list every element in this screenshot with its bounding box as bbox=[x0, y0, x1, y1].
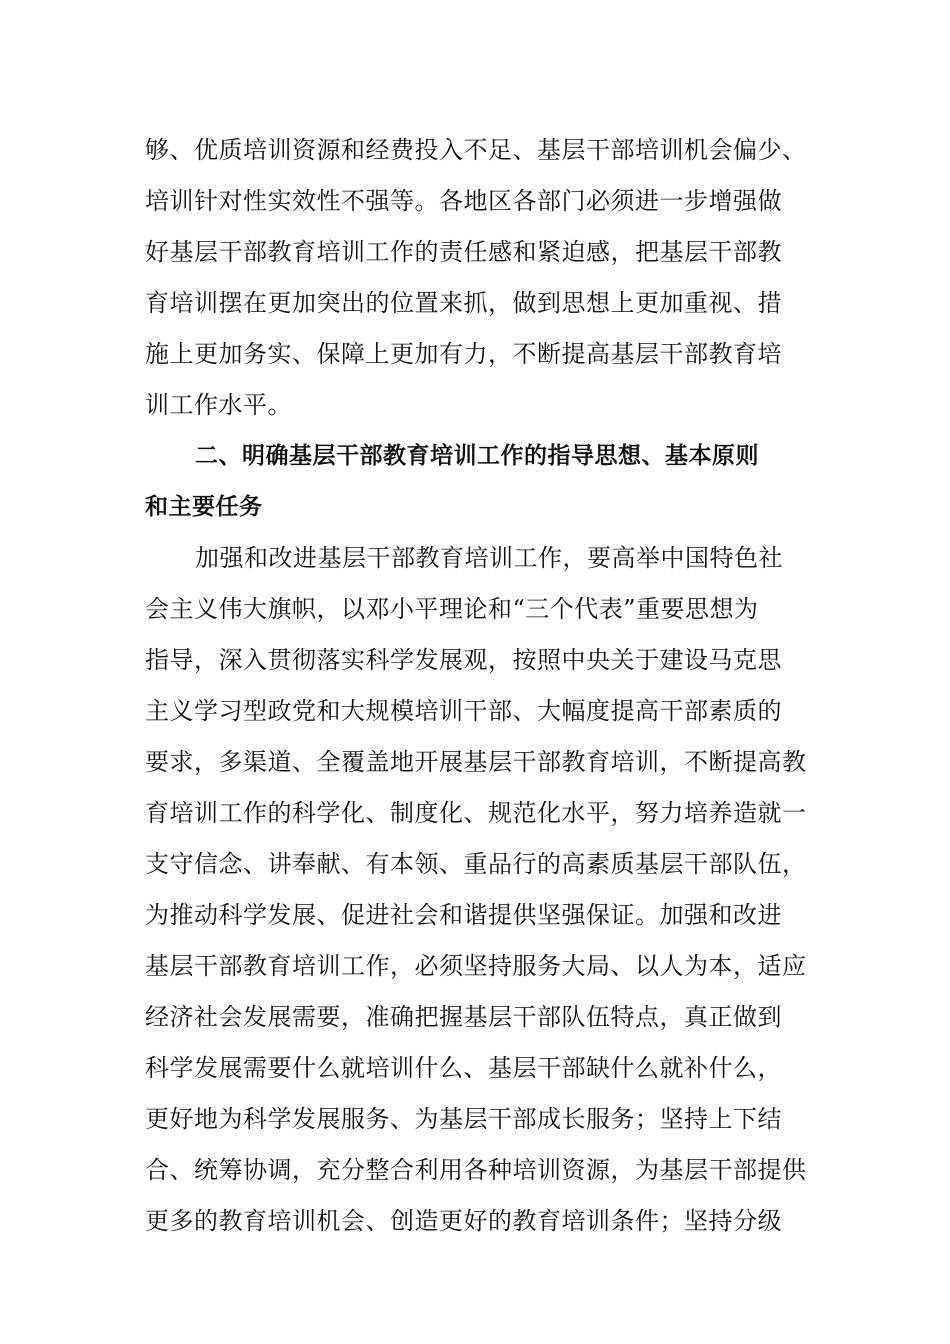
text-line: 好基层干部教育培训工作的责任感和紧迫感，把基层干部教 bbox=[145, 238, 782, 266]
text-line: 基层干部教育培训工作，必须坚持服务大局、以人为本，适应 bbox=[145, 952, 807, 980]
text-line: 培训针对性实效性不强等。各地区各部门必须进一步增强做 bbox=[145, 187, 782, 215]
document-page bbox=[145, 125, 807, 1247]
text-line: 支守信念、讲奉献、有本领、重品行的高素质基层干部队伍， bbox=[145, 850, 807, 878]
text-line: 要求，多渠道、全覆盖地开展基层干部教育培训，不断提高教 bbox=[145, 748, 807, 776]
text-line: 会主义伟大旗帜，以邓小平理论和“三个代表”重要思想为 bbox=[145, 595, 759, 623]
text-line: 主义学习型政党和大规模培训干部、大幅度提高干部素质的 bbox=[145, 697, 782, 725]
text-line: 训工作水平。 bbox=[145, 391, 292, 419]
text-line: 为推动科学发展、促进社会和谐提供坚强保证。加强和改进 bbox=[145, 901, 782, 929]
text-line: 育培训工作的科学化、制度化、规范化水平，努力培养造就一 bbox=[145, 799, 807, 827]
text-line: 更好地为科学发展服务、为基层干部成长服务；坚持上下结 bbox=[145, 1105, 782, 1133]
text-line: 更多的教育培训机会、创造更好的教育培训条件；坚持分级 bbox=[145, 1207, 782, 1235]
text-line: 经济社会发展需要，准确把握基层干部队伍特点，真正做到 bbox=[145, 1003, 782, 1031]
paragraph-first-line: 加强和改进基层干部教育培训工作，要高举中国特色社 bbox=[195, 544, 783, 572]
section-heading-continued: 和主要任务 bbox=[145, 494, 263, 520]
text-line: 施上更加务实、保障上更加有力，不断提高基层干部教育培 bbox=[145, 340, 782, 368]
text-line: 育培训摆在更加突出的位置来抓，做到思想上更加重视、措 bbox=[145, 289, 782, 317]
text-line: 够、优质培训资源和经费投入不足、基层干部培训机会偏少、 bbox=[145, 136, 807, 164]
text-line: 指导，深入贯彻落实科学发展观，按照中央关于建设马克思 bbox=[145, 646, 782, 674]
section-heading: 二、明确基层干部教育培训工作的指导思想、基本原则 bbox=[195, 443, 759, 469]
text-line: 合、统筹协调，充分整合利用各种培训资源，为基层干部提供 bbox=[145, 1156, 807, 1184]
text-line: 科学发展需要什么就培训什么、基层干部缺什么就补什么， bbox=[145, 1054, 782, 1082]
